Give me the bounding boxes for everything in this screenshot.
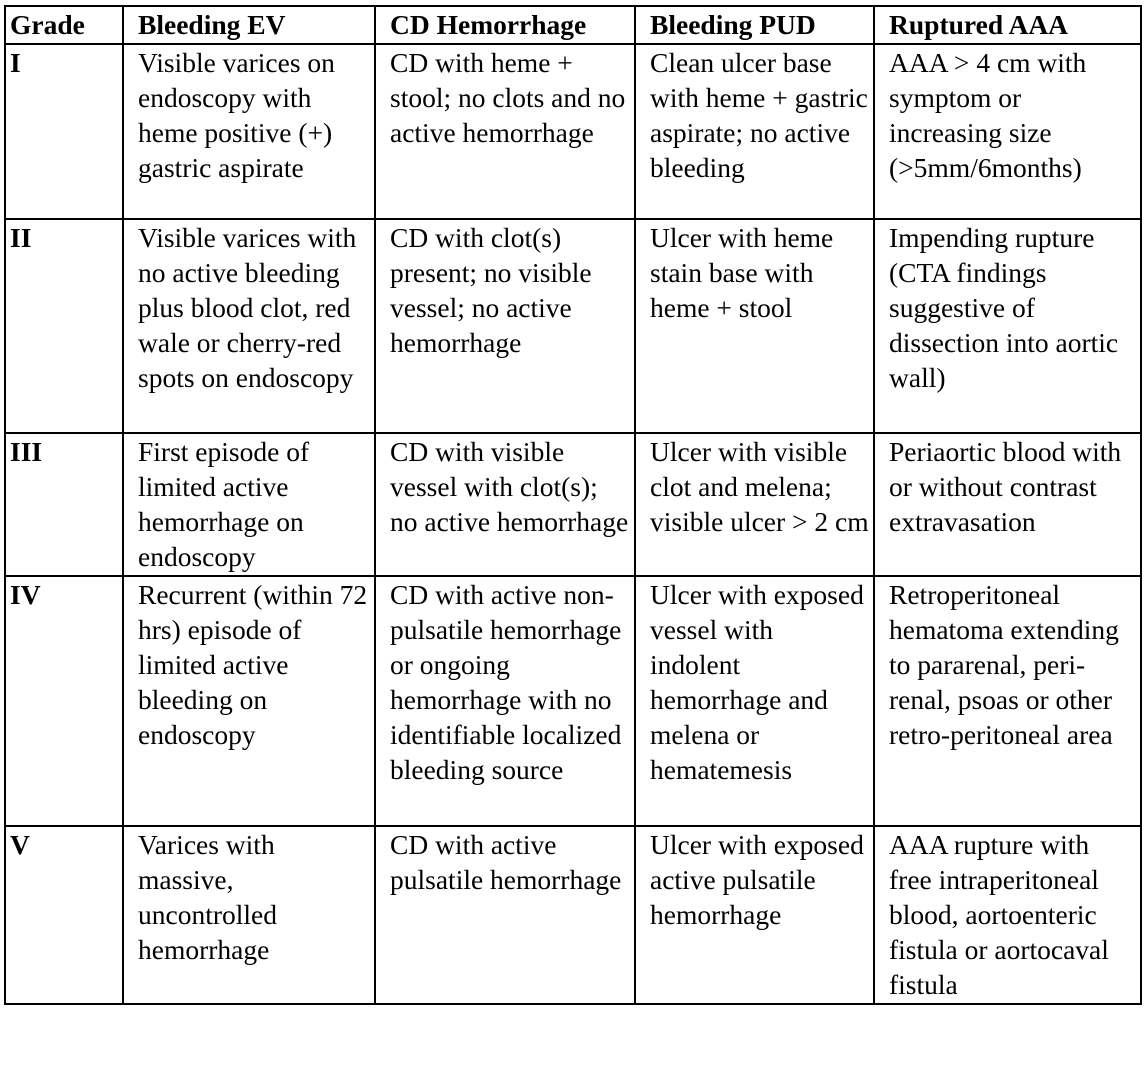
ruptured-aaa-cell: Retroperitoneal hematoma extending to pararenal, peri-renal, psoas or other retro-peritoneal area [874,576,1141,826]
grade-cell: IV [5,576,123,826]
cd-hemorrhage-cell: CD with active pulsatile hemorrhage [375,826,635,1004]
grade-cell: III [5,433,123,576]
table-row [5,826,1141,1004]
table-row [5,44,1141,219]
bleeding-pud-cell: Ulcer with exposed active pulsatile hemorrhage [635,826,874,1004]
header-bleeding-pud: Bleeding PUD [635,6,874,44]
header-bleeding-ev: Bleeding EV [123,6,375,44]
table-row [5,219,1141,433]
grade-cell: I [5,44,123,219]
bleeding-ev-cell: First episode of limited active hemorrhage on endoscopy [123,433,375,576]
cd-hemorrhage-cell: CD with clot(s) present; no visible vessel; no active hemorrhage [375,219,635,433]
bleeding-pud-cell: Clean ulcer base with heme + gastric aspirate; no active bleeding [635,44,874,219]
bleeding-ev-cell: Recurrent (within 72 hrs) episode of limited active bleeding on endoscopy [123,576,375,826]
grading-table [4,5,1142,1005]
header-cd-hemorrhage: CD Hemorrhage [375,6,635,44]
bleeding-ev-cell: Varices with massive, uncontrolled hemorrhage [123,826,375,1004]
table-row [5,433,1141,576]
bleeding-pud-cell: Ulcer with heme stain base with heme + stool [635,219,874,433]
header-grade: Grade [5,6,123,44]
grade-cell: V [5,826,123,1004]
cd-hemorrhage-cell: CD with active non-pulsatile hemorrhage or ongoing hemorrhage with no identifiable localized bleeding source [375,576,635,826]
table-header-row [5,6,1141,44]
cd-hemorrhage-cell: CD with heme + stool; no clots and no active hemorrhage [375,44,635,219]
bleeding-pud-cell: Ulcer with exposed vessel with indolent hemorrhage and melena or hematemesis [635,576,874,826]
ruptured-aaa-cell: Periaortic blood with or without contrast extravasation [874,433,1141,576]
ruptured-aaa-cell: AAA rupture with free intraperitoneal blood, aortoenteric fistula or aortocaval fistula [874,826,1141,1004]
bleeding-ev-cell: Visible varices on endoscopy with heme positive (+) gastric aspirate [123,44,375,219]
table-row [5,576,1141,826]
grade-cell: II [5,219,123,433]
header-ruptured-aaa: Ruptured AAA [874,6,1141,44]
bleeding-ev-cell: Visible varices with no active bleeding plus blood clot, red wale or cherry-red spots on endoscopy [123,219,375,433]
bleeding-pud-cell: Ulcer with visible clot and melena; visible ulcer > 2 cm [635,433,874,576]
ruptured-aaa-cell: Impending rupture (CTA findings suggestive of dissection into aortic wall) [874,219,1141,433]
ruptured-aaa-cell: AAA > 4 cm with symptom or increasing size (>5mm/6months) [874,44,1141,219]
cd-hemorrhage-cell: CD with visible vessel with clot(s); no active hemorrhage [375,433,635,576]
